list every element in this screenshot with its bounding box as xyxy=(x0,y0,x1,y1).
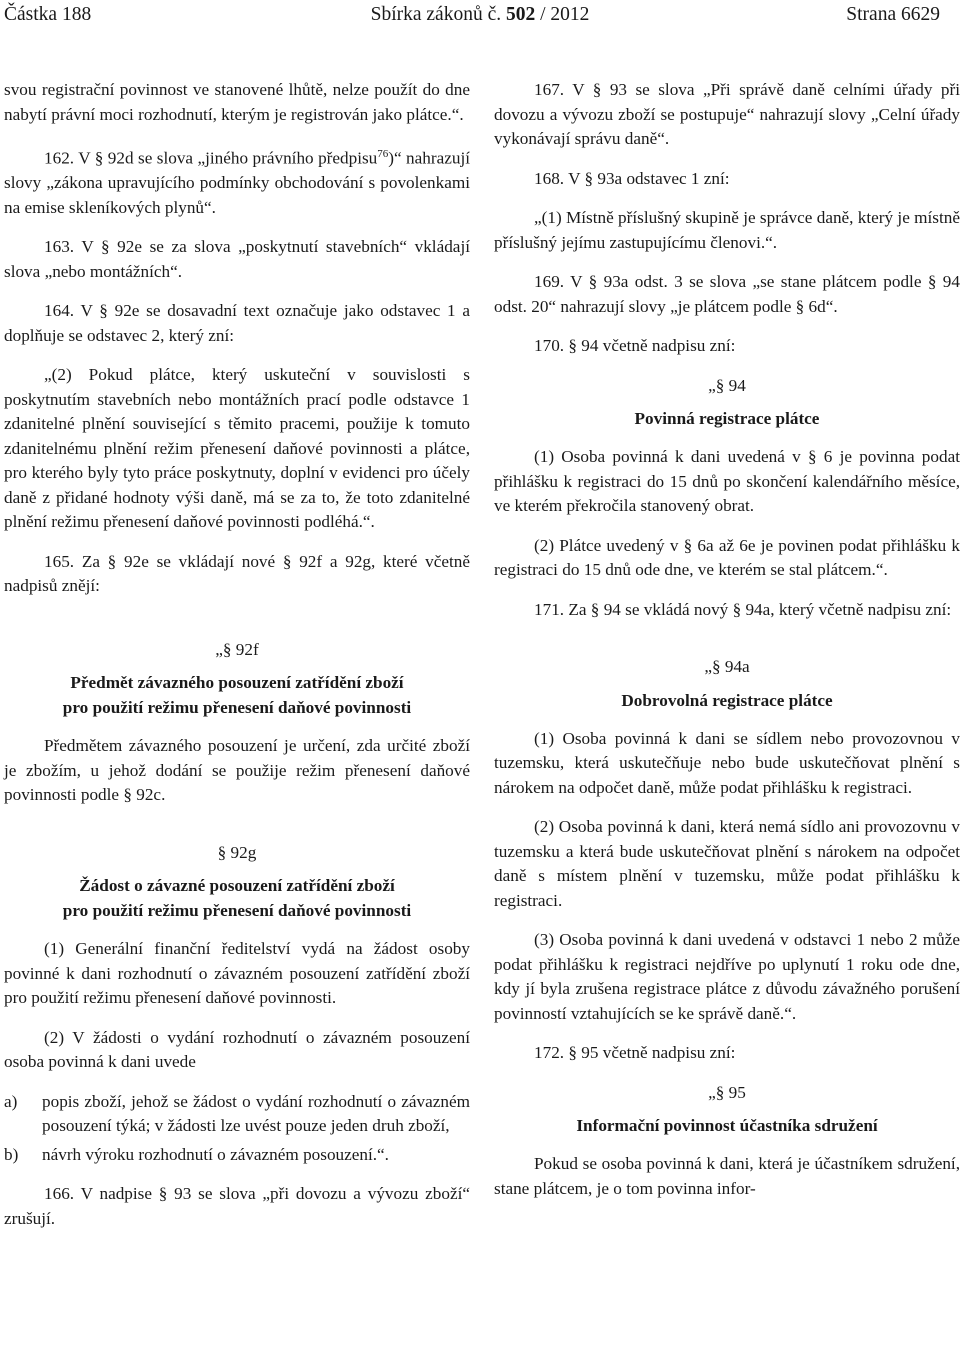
header-page-number: Strana 6629 xyxy=(846,4,940,25)
paragraph-162-text-a: 162. V § 92d se slova „jiného právního předpisu xyxy=(44,148,378,168)
spacer xyxy=(4,614,470,638)
spacer xyxy=(4,823,470,841)
section-92g-title-line1: Žádost o závazné posouzení zatřídění zboží xyxy=(79,876,395,896)
page-header xyxy=(0,0,960,30)
section-92g-heading: § 92g xyxy=(217,842,257,862)
paragraph-162 xyxy=(4,142,470,220)
section-92f-heading: „§ 92f xyxy=(215,639,259,659)
paragraph-168: 168. V § 93a odstavec 1 zní: xyxy=(534,168,730,188)
paragraph-168-quote: „(1) Místně příslušný skupině je správce daně, který je místně příslušný jejímu zastupujícímu členovi.“. xyxy=(494,208,960,252)
paragraph-166: 166. V nadpise § 93 se slova „při dovozu a vývozu zboží“ zrušují. xyxy=(4,1184,470,1228)
section-92f-title-line2: pro použití režimu přenesení daňové povinnosti xyxy=(62,698,412,718)
section-92g-title xyxy=(4,873,470,923)
list-item xyxy=(4,1143,470,1168)
section-94-title: Povinná registrace plátce xyxy=(634,409,820,428)
paragraph-172: 172. § 95 včetně nadpisu zní: xyxy=(534,1043,736,1062)
header-collection-prefix: Sbírka zákonů č. xyxy=(370,4,502,25)
paragraph-171: 171. Za § 94 se vkládá nový § 94a, který včetně nadpisu zní: xyxy=(534,599,952,619)
section-94a-para-3: (3) Osoba povinná k dani uvedená v odstavci 1 nebo 2 může podat přihlášku k registraci nejdříve po uplynutí 1 roku ode dne, kdy jí byla zrušena registrace plátce z důvodu závažného porušení povinností vztahujících se ke správě daně.“. xyxy=(494,930,960,1023)
left-column xyxy=(4,78,470,1246)
list-item-text: návrh výroku rozhodnutí o závazném posouzení.“. xyxy=(42,1144,389,1164)
paragraph-169: 169. V § 93a odst. 3 se slova „se stane plátcem podle § 94 odst. 20“ nahrazují slovy „je plátcem podle § 6d“. xyxy=(494,272,960,316)
right-column xyxy=(494,78,960,1216)
list-item xyxy=(4,1090,470,1139)
header-collection-suffix: / 2012 xyxy=(540,4,590,25)
section-92g-para-2: (2) V žádosti o vydání rozhodnutí o závazném posouzení osoba povinná k dani uvede xyxy=(4,1027,470,1072)
paragraph-167: 167. V § 93 se slova „Při správě daně celními úřady při dovozu a vývozu zboží se postupuje“ nahrazují slovy „Celní úřady vykonávají správu daně“. xyxy=(494,80,960,148)
section-94a-title: Dobrovolná registrace plátce xyxy=(621,690,833,710)
header-issue: Částka 188 xyxy=(4,4,92,25)
section-92f-title-line1: Předmět závazného posouzení zatřídění zboží xyxy=(70,673,404,693)
section-94a-para-1: (1) Osoba povinná k dani se sídlem nebo provozovnou v tuzemsku, která uskutečňuje nebo bude uskutečňovat plnění s nárokem na odpočet daně, může podat přihlášku k registraci. xyxy=(494,728,960,797)
list-item-text: popis zboží, jehož se žádost o vydání rozhodnutí o závazném posouzení týká; v žádosti lze uvést pouze jeden druh zboží, xyxy=(42,1091,470,1136)
section-92g-list xyxy=(4,1090,470,1168)
paragraph-162-text-b: )“ nahrazují slovy „zákona upravujícího podmínky obchodování s povolenkami na emise skleníkových plynů“. xyxy=(4,148,471,217)
section-92g-para-1: (1) Generální finanční ředitelství vydá na žádost osoby povinné k dani rozhodnutí o závazném posouzení zatřídění zboží pro použití režimu přenesení daňové povinnosti. xyxy=(4,939,470,1008)
section-94-heading: „§ 94 xyxy=(708,375,746,395)
section-94a-para-2: (2) Osoba povinná k dani, která nemá sídlo ani provozovnu v tuzemsku a která bude uskutečňovat plnění s nárokem na odpočet daně s místem plnění v tuzemsku, může podat přihlášku k registraci. xyxy=(494,817,960,910)
paragraph-164: 164. V § 92e se dosavadní text označuje jako odstavec 1 a doplňuje se odstavec 2, který zní: xyxy=(4,301,470,345)
paragraph-164-quote: „(2) Pokud plátce, který uskuteční v souvislosti s poskytnutím stavebních nebo montážních prací podle odstavce 1 zdanitelné plnění související s těmito pracemi, použije k tomuto zdanitelnému plnění režim přenesení daňové povinnosti a plátce, pro kterého byly tyto práce poskytnuty, doplní v evidenci pro účely daně z přidané hodnoty výši daně, má se za to, že toto zdanitelné plnění režimu přenesení daňové povinnosti podléhá.“. xyxy=(4,365,470,532)
paragraph-165: 165. Za § 92e se vkládají nové § 92f a 92g, které včetně nadpisů znějí: xyxy=(4,551,470,596)
header-law-number: 502 xyxy=(505,4,536,25)
paragraph-continuation: svou registrační povinnost ve stanovené lhůtě, nelze použít do dne nabytí právní moci rozhodnutí, kterým je registrován jako plátce.“. xyxy=(4,80,470,124)
section-92g-title-line2: pro použití režimu přenesení daňové povinnosti xyxy=(62,901,412,921)
section-92f-title xyxy=(4,670,470,720)
spacer xyxy=(494,637,960,655)
header-collection xyxy=(0,0,960,30)
section-94-para-2: (2) Plátce uvedený v § 6a až 6e je povinen podat přihlášku k registraci do 15 dnů ode dne, ve kterém se stal plátcem.“. xyxy=(494,535,960,579)
list-item-label: b) xyxy=(4,1144,19,1164)
paragraph-163: 163. V § 92e se za slova „poskytnutí stavebních“ vkládají slova „nebo montážních“. xyxy=(4,237,470,281)
paragraph-170: 170. § 94 včetně nadpisu zní: xyxy=(534,336,736,355)
section-92f-text: Předmětem závazného posouzení je určení, zda určité zboží je zbožím, u jehož dodání se použije režim přenesení daňové povinnosti podle § 92c. xyxy=(4,736,470,805)
section-95-heading: „§ 95 xyxy=(708,1082,746,1102)
section-95-para-1: Pokud se osoba povinná k dani, která je účastníkem sdružení, stane plátcem, je o tom povinna infor- xyxy=(494,1154,960,1198)
list-item-label: a) xyxy=(4,1091,18,1111)
footnote-ref-76: 76 xyxy=(377,148,389,160)
section-94-para-1: (1) Osoba povinná k dani uvedená v § 6 je povinna podat přihlášku k registraci do 15 dnů po skončení kalendářního měsíce, ve kterém překročila stanovený obrat. xyxy=(494,447,960,515)
section-94a-heading: „§ 94a xyxy=(704,657,750,676)
section-95-title: Informační povinnost účastníka sdružení xyxy=(576,1116,878,1135)
